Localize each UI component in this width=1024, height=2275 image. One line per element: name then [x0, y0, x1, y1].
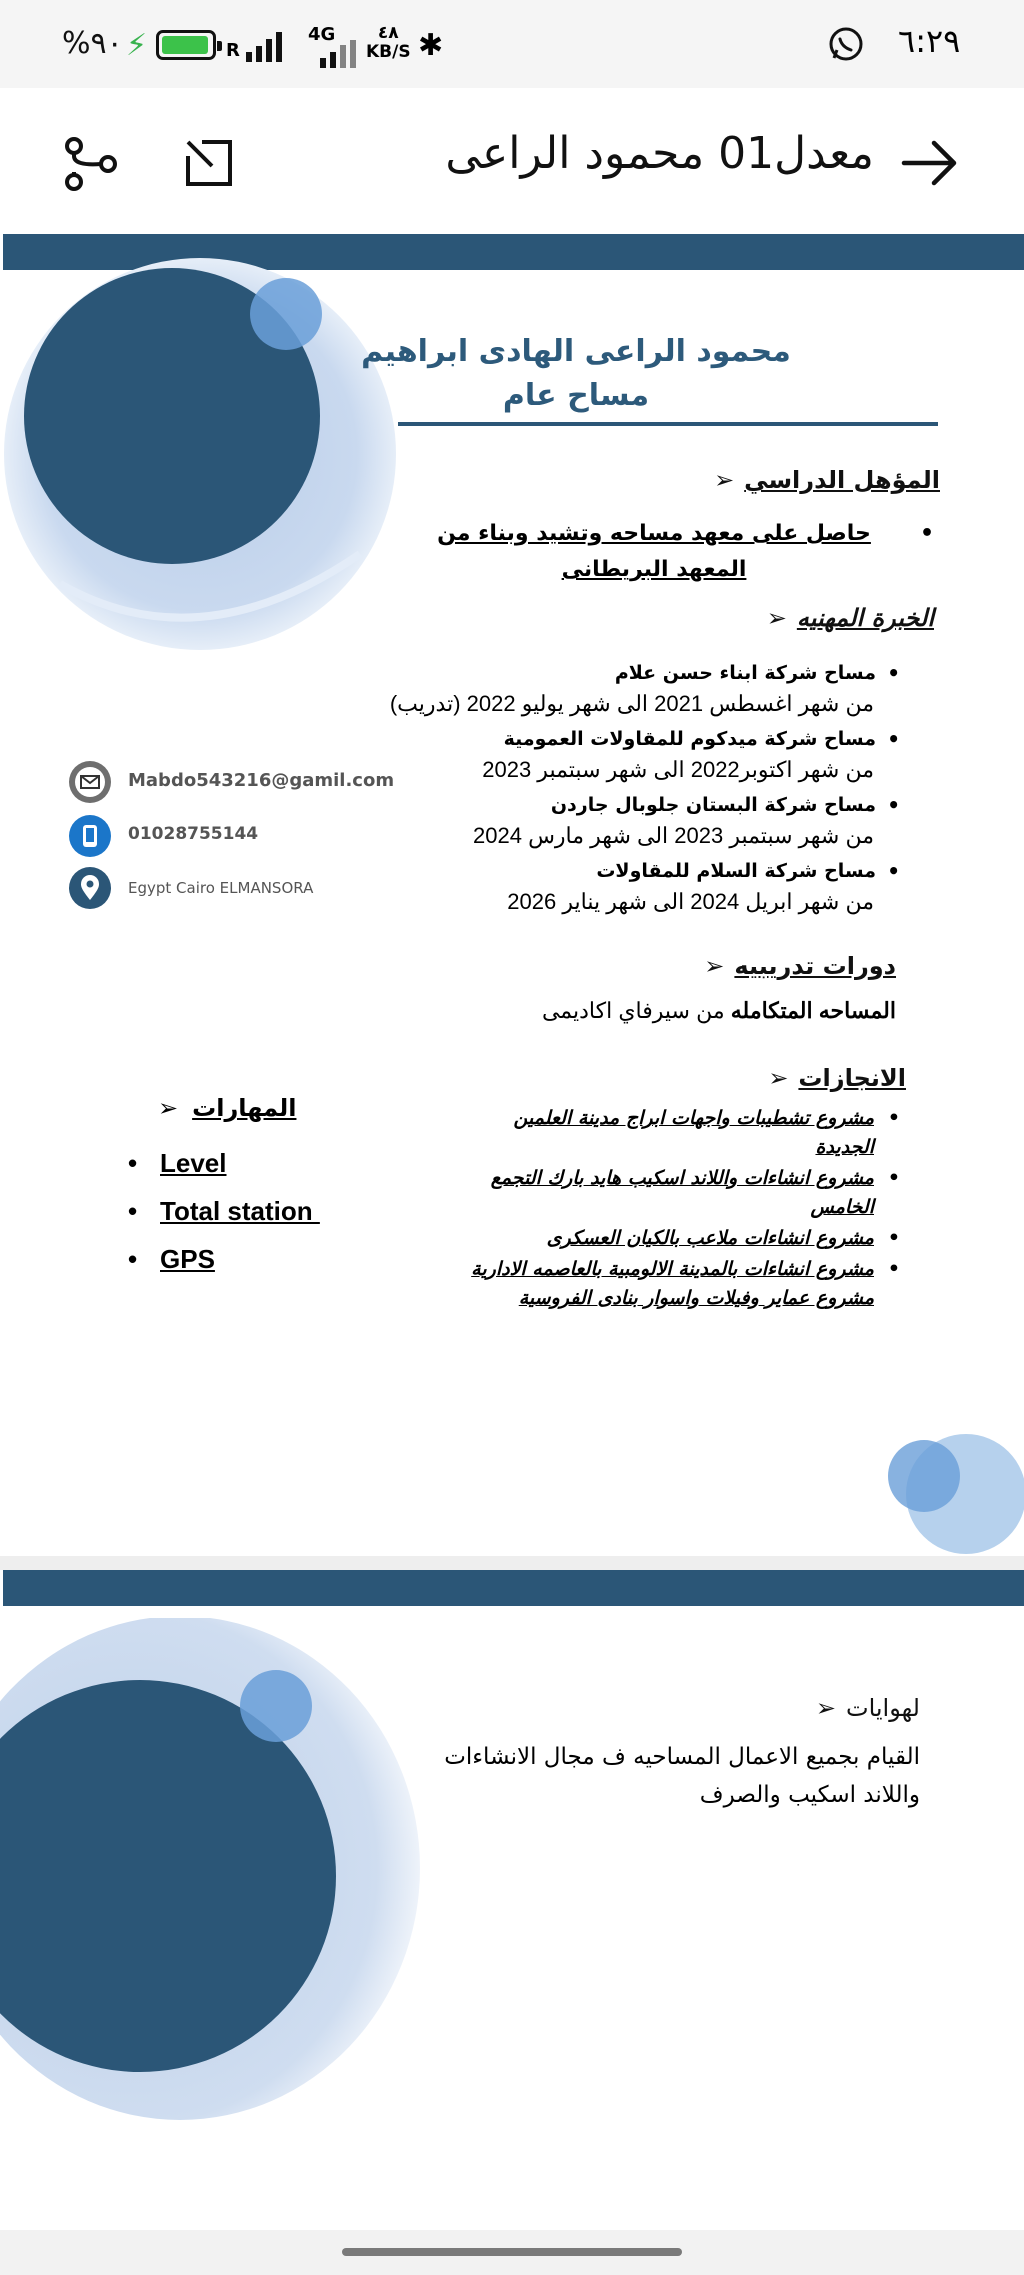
achievements-list	[470, 1104, 900, 1315]
network-type: 4G	[308, 24, 336, 45]
app-bar	[0, 88, 1024, 234]
arrow-bullet-icon: ➢	[704, 952, 725, 980]
list-item: • مشروع انشاءات بالمدينة الالومبية بالعاصمه الادارية مشروع عماير وفيلات واسوار بنادى الفروسية	[470, 1255, 900, 1313]
list-item: • مساح شركة البستان جلوبال جاردن من شهر سبتمبر 2023 الى شهر مارس 2024	[340, 790, 900, 852]
page-separator	[0, 1556, 1024, 1570]
education-item: حاصل على معهد مساحه وتشيد وبناء من • المعهد البريطانى	[437, 521, 934, 582]
header-band-2	[3, 1570, 1024, 1606]
arrow-bullet-icon: ➢	[815, 1694, 836, 1722]
charging-icon: ⚡	[126, 28, 148, 63]
cv-document	[0, 234, 1024, 2230]
battery-percent: %٩٠	[62, 26, 123, 61]
list-item: • مساح شركة ابناء حسن علام من شهر اغسطس 2021 الى شهر يوليو 2022 (تدريب)	[340, 658, 900, 720]
skill-item: • Total station	[160, 1196, 320, 1227]
bluetooth-icon: ✱	[418, 28, 444, 63]
skill-item: • GPS	[160, 1244, 215, 1275]
arrow-bullet-icon: ➢	[158, 1094, 179, 1122]
contact-phone: 01028755144	[128, 824, 259, 844]
education-heading: المؤهل الدراسي➢	[714, 466, 940, 494]
share-icon[interactable]	[62, 136, 118, 192]
decorative-circle-small	[876, 1430, 1024, 1560]
decorative-circle-2	[0, 1618, 420, 2128]
cv-name: محمود الراعى الهادى ابراهيم	[361, 334, 791, 369]
hobbies-text: القيام بجميع الاعمال المساحيه ف مجال الانشاءات واللاند اسكيب والصرف	[444, 1744, 920, 1808]
back-arrow-icon[interactable]	[900, 138, 958, 188]
edit-icon[interactable]	[184, 138, 234, 188]
skill-item: • Level	[160, 1148, 227, 1179]
location-icon	[68, 866, 112, 910]
list-item: • مشروع تشطيبات واجهات ابراج مدينة العلمين الجديدة	[470, 1104, 900, 1162]
courses-heading: دورات تدريبيه➢	[704, 952, 896, 980]
list-item: • مشروع انشاءات ملاعب بالكيان العسكرى	[470, 1224, 900, 1253]
home-indicator[interactable]	[342, 2248, 682, 2256]
experience-heading: الخبرة المهنيه➢	[766, 604, 934, 632]
list-item: • مشروع انشاءات واللاند اسكيب هايد بارك التجمع الخامس	[470, 1164, 900, 1222]
contact-location: Egypt Cairo ELMANSORA	[128, 879, 314, 897]
signal-icon-2	[312, 36, 352, 68]
signal-icon	[246, 30, 286, 62]
cv-name-block	[316, 330, 836, 418]
network-speed: ٤٨ KB/S	[366, 23, 411, 62]
phone-icon	[68, 814, 112, 858]
arrow-bullet-icon: ➢	[714, 466, 735, 494]
skills-heading: ➢ المهارات	[158, 1094, 297, 1122]
list-item: • مساح شركة ميدكوم للمقاولات العمومية من شهر اكتوبر2022 الى شهر سبتمبر 2023	[340, 724, 900, 786]
experience-list	[340, 658, 900, 922]
status-bar	[0, 0, 1024, 88]
contact-email: Mabdo543216@gamil.com	[128, 770, 395, 791]
clock: ٦:٢٩	[898, 22, 961, 60]
achievements-heading: الانجازات➢	[768, 1064, 906, 1092]
arrow-bullet-icon: ➢	[766, 604, 787, 632]
hobbies-heading: لهوايات➢	[815, 1694, 920, 1722]
battery-icon	[156, 30, 216, 60]
title-divider	[398, 422, 938, 426]
document-title: معدل01 محمود الراعى	[445, 128, 874, 179]
decorative-circle	[0, 254, 410, 674]
cv-job-title: مساح عام	[502, 378, 650, 413]
email-icon	[68, 760, 112, 804]
roaming-indicator: R	[226, 40, 240, 61]
list-item: • مساح شركة السلام للمقاولات من شهر ابريل 2024 الى شهر يناير 2026	[340, 856, 900, 918]
course-item: المساحه المتكامله من سيرفاي اكاديمى	[541, 998, 896, 1023]
arrow-bullet-icon: ➢	[768, 1064, 789, 1092]
whatsapp-icon	[826, 24, 866, 64]
